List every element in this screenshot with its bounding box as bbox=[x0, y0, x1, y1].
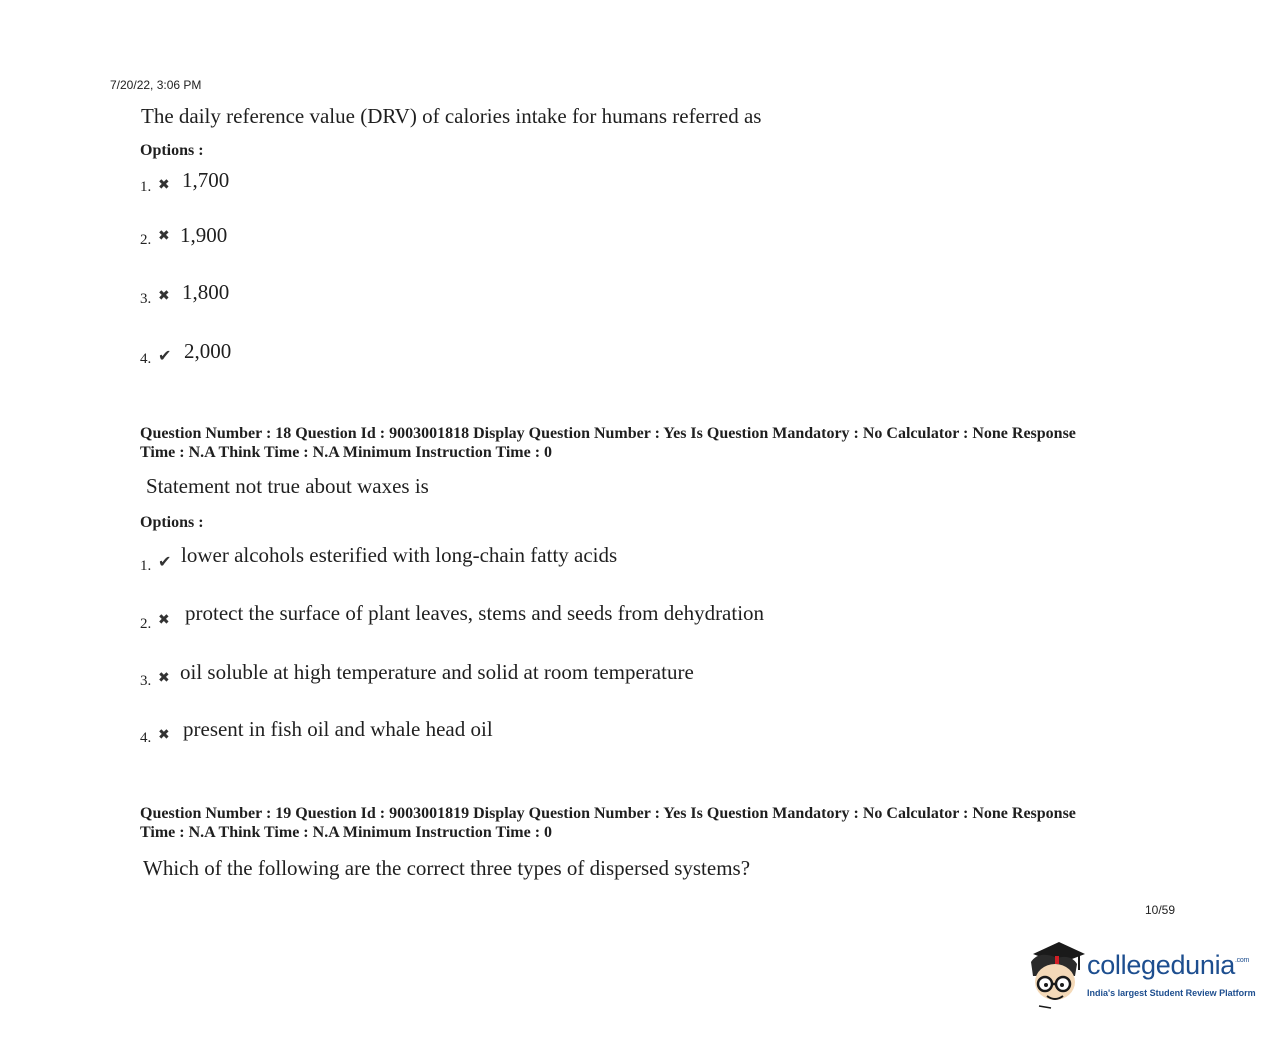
student-mascot-icon bbox=[1025, 940, 1087, 1010]
option-text: oil soluble at high temperature and solid at room temperature bbox=[180, 660, 694, 684]
cross-icon: ✖ bbox=[158, 177, 170, 193]
option-number: 3. bbox=[140, 291, 152, 307]
logo-suffix: .com bbox=[1235, 957, 1250, 965]
question-18-meta-line2: Time : N.A Think Time : N.A Minimum Instruction Time : 0 bbox=[140, 444, 553, 461]
logo-tagline: India's largest Student Review Platform bbox=[1087, 988, 1256, 998]
checkmark-icon: ✔ bbox=[158, 346, 172, 365]
page-number: 10/59 bbox=[1145, 903, 1176, 917]
cross-icon: ✖ bbox=[158, 727, 170, 743]
question-18-meta-line1: Question Number : 18 Question Id : 9003001818 Display Question Number : Yes Is Question Mandatory : No Calculator : None Response bbox=[140, 425, 1076, 442]
option-text: 2,000 bbox=[184, 339, 232, 363]
question-18-text: Statement not true about waxes is bbox=[146, 474, 429, 498]
question-18-meta bbox=[140, 424, 1170, 462]
cross-icon: ✖ bbox=[158, 228, 170, 244]
option-number: 1. bbox=[140, 179, 152, 195]
logo-name: collegedunia bbox=[1087, 950, 1236, 980]
question-19-meta bbox=[140, 804, 1170, 842]
question-19-text: Which of the following are the correct three types of dispersed systems? bbox=[143, 856, 751, 880]
option-number: 1. bbox=[140, 558, 152, 574]
option-text: lower alcohols esterified with long-chain fatty acids bbox=[181, 543, 618, 567]
option-number: 4. bbox=[140, 351, 152, 367]
option-number: 3. bbox=[140, 673, 152, 689]
option-text: 1,900 bbox=[180, 223, 228, 247]
option-text: 1,700 bbox=[182, 168, 230, 192]
question-17-text: The daily reference value (DRV) of calories intake for humans referred as bbox=[141, 104, 762, 128]
option-number: 2. bbox=[140, 616, 152, 632]
checkmark-icon: ✔ bbox=[158, 552, 172, 571]
logo-wordmark bbox=[1087, 950, 1249, 981]
print-timestamp: 7/20/22, 3:06 PM bbox=[110, 78, 202, 92]
option-text: protect the surface of plant leaves, stems and seeds from dehydration bbox=[185, 601, 765, 625]
cross-icon: ✖ bbox=[158, 670, 170, 686]
question-17-options-label: Options : bbox=[140, 142, 204, 159]
option-text: 1,800 bbox=[182, 280, 230, 304]
collegedunia-logo[interactable] bbox=[1025, 940, 1265, 1010]
option-number: 2. bbox=[140, 232, 152, 248]
cross-icon: ✖ bbox=[158, 612, 170, 628]
option-number: 4. bbox=[140, 730, 152, 746]
question-19-meta-line2: Time : N.A Think Time : N.A Minimum Instruction Time : 0 bbox=[140, 824, 553, 841]
cross-icon: ✖ bbox=[158, 288, 170, 304]
question-19-meta-line1: Question Number : 19 Question Id : 9003001819 Display Question Number : Yes Is Question Mandatory : No Calculator : None Response bbox=[140, 805, 1076, 822]
option-text: present in fish oil and whale head oil bbox=[183, 717, 493, 741]
question-18-options-label: Options : bbox=[140, 514, 204, 531]
